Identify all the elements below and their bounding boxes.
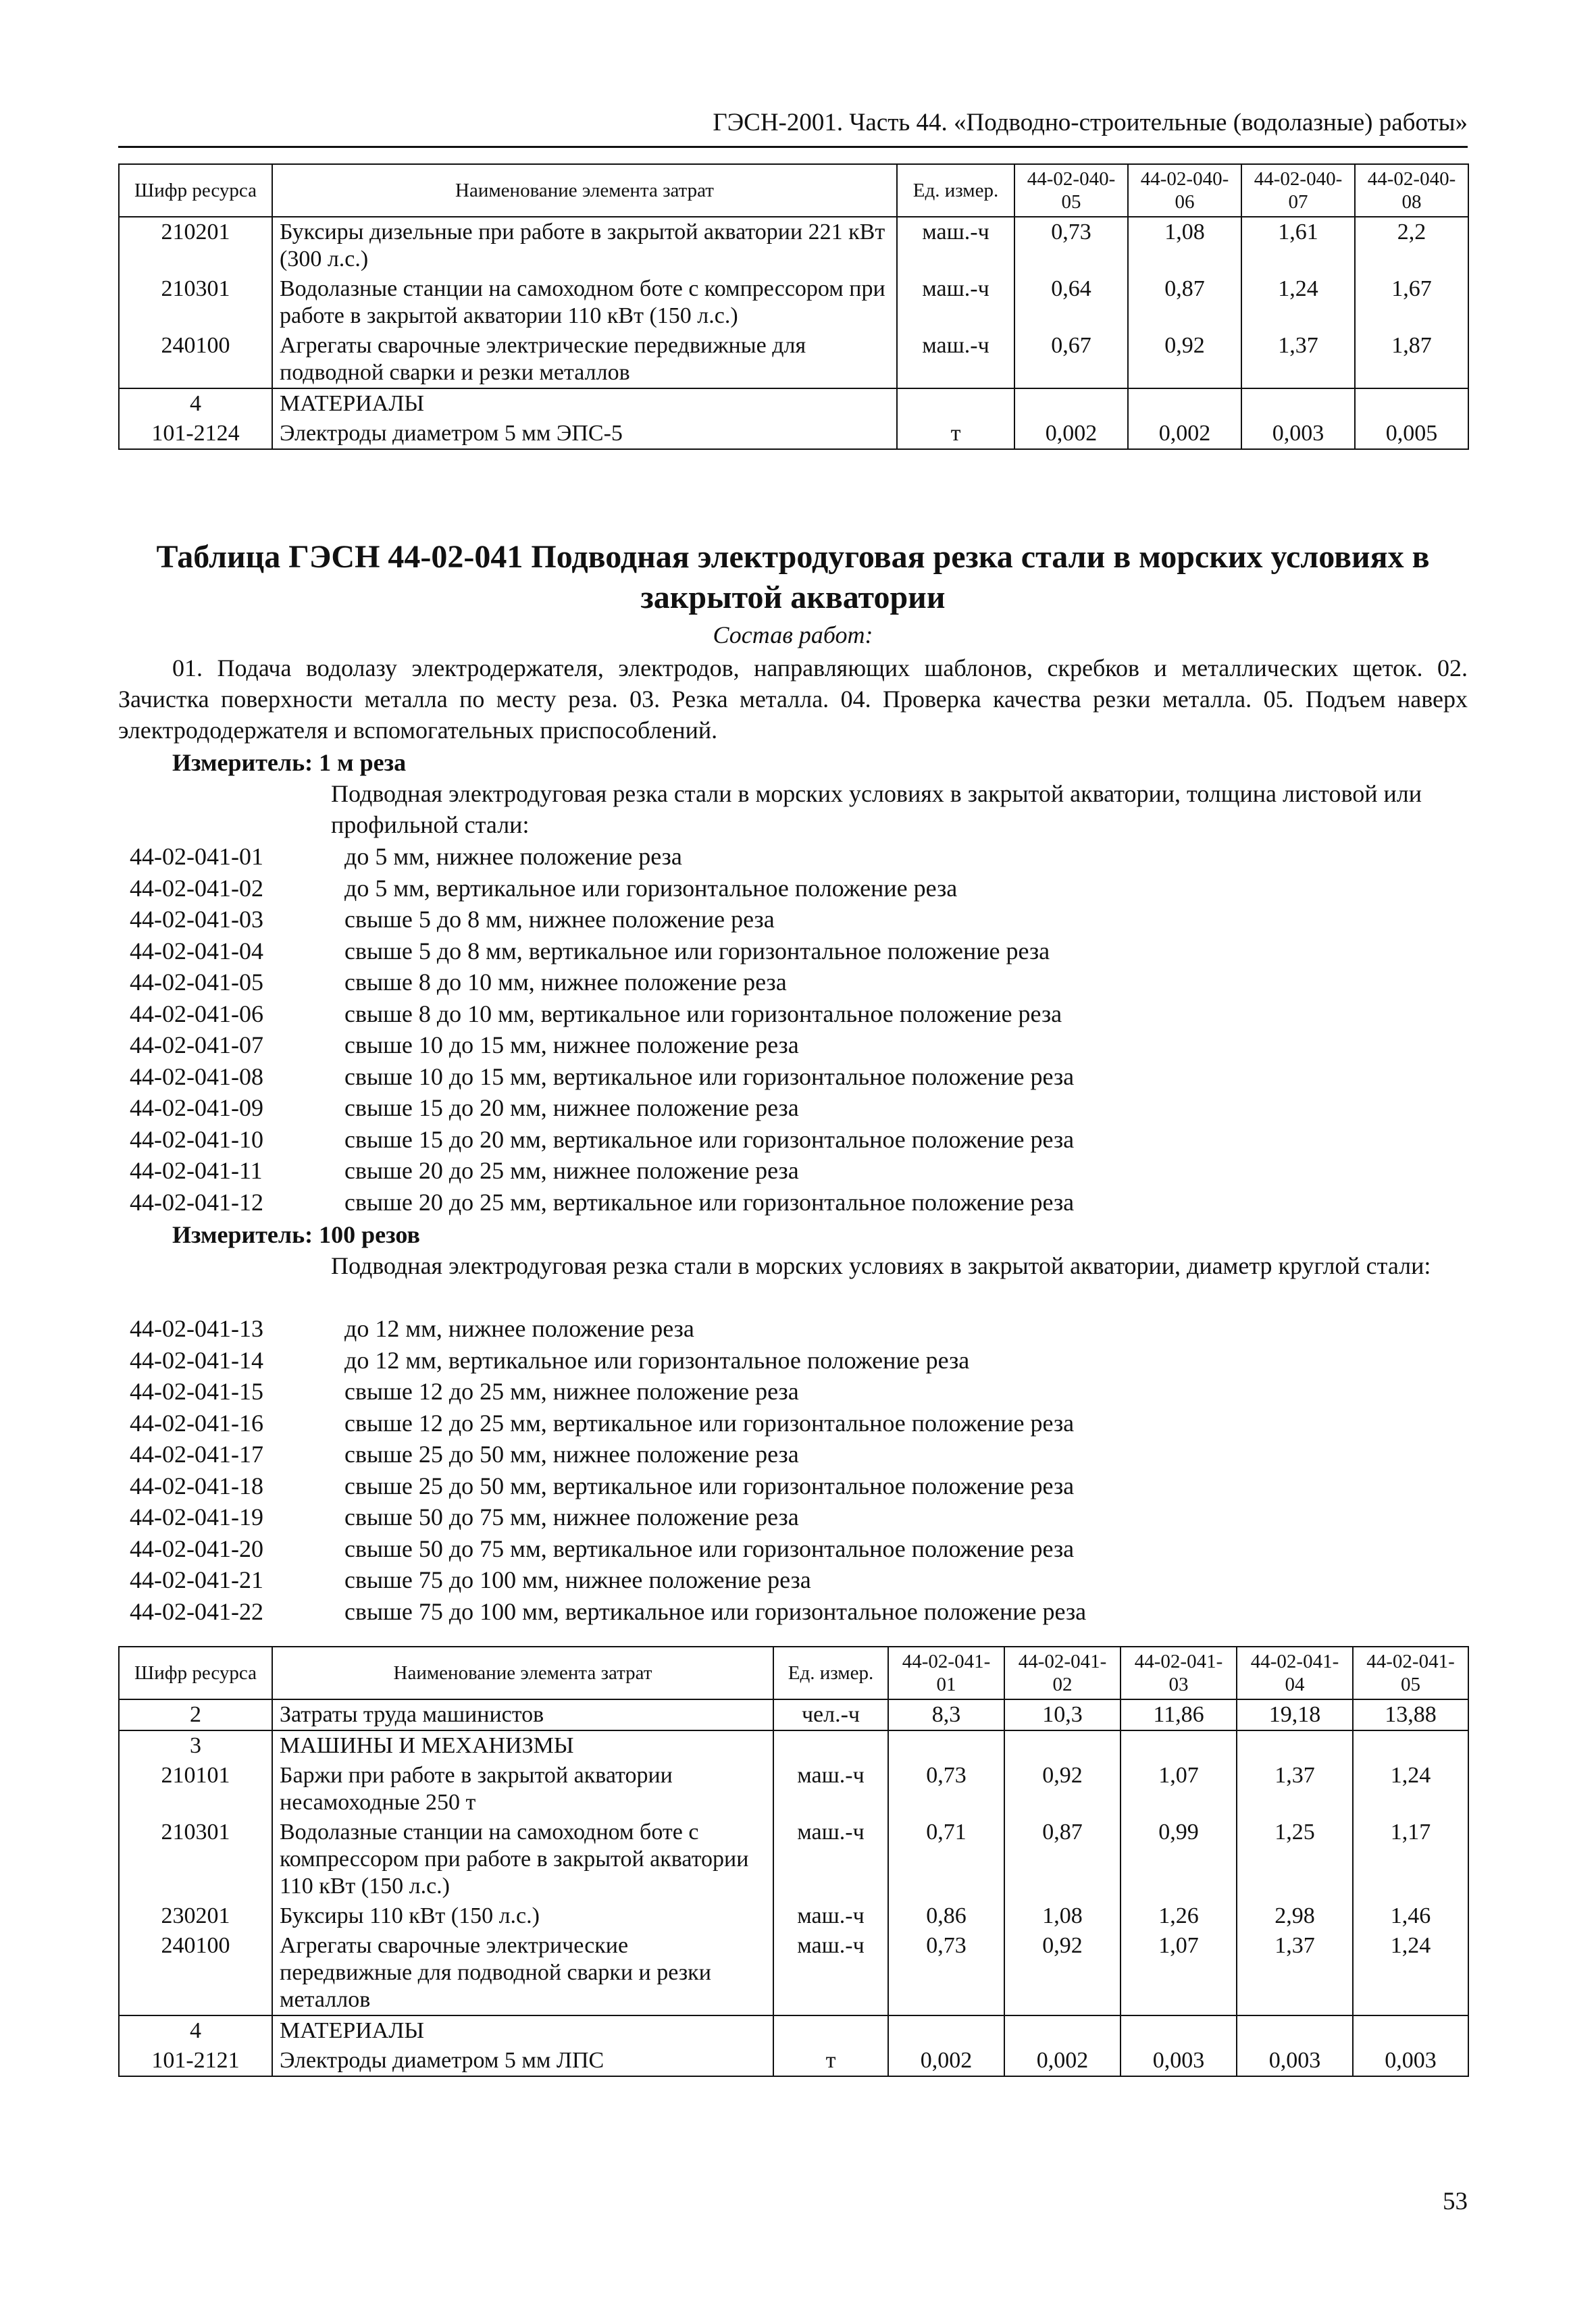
list-item [130,1313,1467,1345]
resource-code: 240100 [119,1931,272,2015]
list-item [130,935,1467,967]
value-cell: 0,73 [888,1761,1004,1818]
value-cell [1004,2015,1121,2046]
norm-description: свыше 12 до 25 мм, вертикальное или горизонтальное положение реза [344,1409,1075,1437]
cost-element-name: Буксиры дизельные при работе в закрытой акватории 221 кВт (300 л.с.) [272,217,897,274]
list-item [130,841,1467,873]
norm-code: 44-02-041-12 [130,1188,263,1216]
list-item [130,904,1467,935]
value-cell: 0,67 [1014,331,1128,388]
unit-cell: чел.-ч [773,1699,888,1730]
cost-element-name: Затраты труда машинистов [272,1699,773,1730]
value-cell: 0,002 [1004,2046,1121,2076]
unit-cell: маш.-ч [773,1931,888,2015]
page-number: 53 [1443,2188,1468,2215]
unit-cell: маш.-ч [773,1901,888,1931]
resource-code: 210101 [119,1761,272,1818]
value-cell [1241,388,1355,419]
column-header: 44-02-040-06 [1128,164,1241,217]
value-cell: 0,003 [1237,2046,1353,2076]
header-row [119,164,1468,217]
list-item [130,1439,1467,1470]
cost-element-name: Водолазные станции на самоходном боте с компрессором при работе в закрытой акватории 110 кВт (150 л.с.) [272,1818,773,1901]
work-composition-text: 01. Подача водолазу электродержателя, электродов, направляющих шаблонов, скребков и металлических щеток. 02. Зачистка поверхности металла по месту реза. 03. Резка металла. 04. Проверка качества резки металла. 05. Подъем наверх электрододержателя и вспомогательных приспособлений. [118,654,1468,744]
value-cell: 0,87 [1128,274,1241,331]
norm-code: 44-02-041-14 [130,1346,263,1374]
norm-list-1 [130,841,1467,1218]
header-rule [118,146,1468,148]
section-heading: МАТЕРИАЛЫ [272,2015,773,2046]
norm-description: свыше 75 до 100 мм, вертикальное или горизонтальное положение реза [344,1597,1087,1625]
value-cell: 0,71 [888,1818,1004,1901]
value-cell: 0,005 [1355,419,1468,449]
unit-cell: маш.-ч [897,331,1014,388]
value-cell: 19,18 [1237,1699,1353,1730]
resource-code: 240100 [119,331,272,388]
norm-code: 44-02-041-19 [130,1503,263,1531]
cost-element-name: Водолазные станции на самоходном боте с компрессором при работе в закрытой акватории 110 кВт (150 л.с.) [272,274,897,331]
norm-code: 44-02-041-05 [130,969,263,996]
list-item [130,1124,1467,1156]
table-44-02-040-continued [118,163,1469,450]
resource-code: 3 [119,1730,272,1761]
table-row [119,1931,1468,2015]
items-intro-1: Подводная электродуговая резка стали в морских условиях в закрытой акватории, толщина листовой или профильной стали: [331,780,1422,838]
cost-element-name: Электроды диаметром 5 мм ЭПС-5 [272,419,897,449]
value-cell [1121,1730,1237,1761]
unit-cell: т [897,419,1014,449]
value-cell: 1,61 [1241,217,1355,274]
section-title: Таблица ГЭСН 44-02-041 Подводная электродуговая резка стали в морских условиях в закрытой акватории [156,539,1430,615]
norm-description: свыше 5 до 8 мм, вертикальное или горизонтальное положение реза [344,937,1050,965]
norm-description: свыше 50 до 75 мм, вертикальное или горизонтальное положение реза [344,1535,1075,1562]
norm-code: 44-02-041-02 [130,874,263,902]
norm-description: свыше 50 до 75 мм, нижнее положение реза [344,1503,799,1531]
value-cell [1121,2015,1237,2046]
value-cell [1237,2015,1353,2046]
norm-description: свыше 15 до 20 мм, вертикальное или горизонтальное положение реза [344,1125,1075,1153]
value-cell: 13,88 [1353,1699,1468,1730]
value-cell [1353,2015,1468,2046]
norm-code: 44-02-041-04 [130,937,263,965]
unit-cell [773,2015,888,2046]
value-cell [1353,1730,1468,1761]
norm-code: 44-02-041-09 [130,1094,263,1121]
resource-code: 210301 [119,1818,272,1901]
value-cell: 1,08 [1128,217,1241,274]
value-cell: 1,17 [1353,1818,1468,1901]
list-item [130,1061,1467,1093]
norm-code: 44-02-041-11 [130,1157,263,1184]
norm-description: свыше 8 до 10 мм, вертикальное или горизонтальное положение реза [344,1000,1062,1027]
value-cell: 1,46 [1353,1901,1468,1931]
value-cell: 1,24 [1241,274,1355,331]
norm-code: 44-02-041-15 [130,1378,263,1405]
value-cell: 0,87 [1004,1818,1121,1901]
cost-element-name: Электроды диаметром 5 мм ЛПС [272,2046,773,2076]
value-cell: 0,86 [888,1901,1004,1931]
table-row [119,419,1468,449]
norm-description: свыше 5 до 8 мм, нижнее положение реза [344,906,775,933]
norm-code: 44-02-041-08 [130,1062,263,1090]
value-cell [1128,388,1241,419]
norm-code: 44-02-041-13 [130,1315,263,1342]
resource-code: 210201 [119,217,272,274]
list-item [130,1564,1467,1596]
norm-description: до 5 мм, вертикальное или горизонтальное положение реза [344,874,958,902]
value-cell: 1,37 [1241,331,1355,388]
value-cell: 1,87 [1355,331,1468,388]
section-heading: МАШИНЫ И МЕХАНИЗМЫ [272,1730,773,1761]
norm-code: 44-02-041-17 [130,1441,263,1468]
norm-code: 44-02-041-18 [130,1472,263,1499]
resource-code: 210301 [119,274,272,331]
column-header: Ед. измер. [897,164,1014,217]
list-item [130,1092,1467,1124]
value-cell: 1,08 [1004,1901,1121,1931]
value-cell: 1,26 [1121,1901,1237,1931]
value-cell: 1,25 [1237,1818,1353,1901]
value-cell: 0,003 [1241,419,1355,449]
value-cell: 0,99 [1121,1818,1237,1901]
running-header: ГЭСН-2001. Часть 44. «Подводно-строительные (водолазные) работы» [713,109,1468,136]
value-cell: 10,3 [1004,1699,1121,1730]
items-intro-2: Подводная электродуговая резка стали в морских условиях в закрытой акватории, диаметр круглой стали: [331,1252,1431,1279]
value-cell: 0,73 [1014,217,1128,274]
norm-description: свыше 25 до 50 мм, вертикальное или горизонтальное положение реза [344,1472,1075,1499]
section-heading: МАТЕРИАЛЫ [272,388,897,419]
column-header: 44-02-041-03 [1121,1647,1237,1699]
list-item [130,1470,1467,1502]
resource-code: 230201 [119,1901,272,1931]
value-cell [1004,1730,1121,1761]
column-header: 44-02-040-07 [1241,164,1355,217]
value-cell: 1,07 [1121,1761,1237,1818]
list-item [130,1029,1467,1061]
unit-cell: маш.-ч [773,1818,888,1901]
norm-description: свыше 75 до 100 мм, нижнее положение реза [344,1566,811,1593]
list-item [130,967,1467,998]
unit-cell [897,388,1014,419]
column-header: 44-02-041-05 [1353,1647,1468,1699]
cost-element-name: Буксиры 110 кВт (150 л.с.) [272,1901,773,1931]
value-cell: 0,003 [1121,2046,1237,2076]
norm-description: свыше 20 до 25 мм, вертикальное или горизонтальное положение реза [344,1188,1075,1216]
norm-description: свыше 10 до 15 мм, нижнее положение реза [344,1031,799,1058]
list-item [130,1376,1467,1408]
value-cell: 2,2 [1355,217,1468,274]
norm-code: 44-02-041-21 [130,1566,263,1593]
norm-code: 44-02-041-22 [130,1597,263,1625]
norm-description: свыше 20 до 25 мм, нижнее положение реза [344,1157,799,1184]
norm-description: до 12 мм, нижнее положение реза [344,1315,694,1342]
meter-1: Измеритель: 1 м реза [172,749,407,776]
column-header: 44-02-040-05 [1014,164,1128,217]
value-cell: 11,86 [1121,1699,1237,1730]
table-row [119,388,1468,419]
unit-cell: т [773,2046,888,2076]
norm-description: свыше 12 до 25 мм, нижнее положение реза [344,1378,799,1405]
norm-list-2 [130,1313,1467,1627]
column-header: 44-02-041-01 [888,1647,1004,1699]
norm-code: 44-02-041-06 [130,1000,263,1027]
column-header: Ед. измер. [773,1647,888,1699]
value-cell: 1,37 [1237,1761,1353,1818]
resource-code: 101-2124 [119,419,272,449]
value-cell: 0,92 [1004,1931,1121,2015]
value-cell: 1,67 [1355,274,1468,331]
value-cell: 1,24 [1353,1931,1468,2015]
list-item [130,1596,1467,1628]
value-cell [888,2015,1004,2046]
meter-2: Измеритель: 100 резов [172,1221,420,1248]
cost-element-name: Агрегаты сварочные электрические передвижные для подводной сварки и резки металлов [272,1931,773,2015]
table-row [119,217,1468,274]
value-cell [1237,1730,1353,1761]
norm-description: до 12 мм, вертикальное или горизонтальное положение реза [344,1346,970,1374]
table-row [119,1761,1468,1818]
table-row [119,331,1468,388]
column-header: 44-02-041-04 [1237,1647,1353,1699]
value-cell: 0,92 [1004,1761,1121,1818]
norm-code: 44-02-041-03 [130,906,263,933]
value-cell: 0,003 [1353,2046,1468,2076]
norm-code: 44-02-041-01 [130,843,263,870]
resource-code: 101-2121 [119,2046,272,2076]
value-cell: 1,37 [1237,1931,1353,2015]
norm-code: 44-02-041-10 [130,1125,263,1153]
table-row [119,1818,1468,1901]
value-cell [1014,388,1128,419]
list-item [130,1155,1467,1187]
value-cell [888,1730,1004,1761]
header-row [119,1647,1468,1699]
value-cell [1355,388,1468,419]
resource-code: 4 [119,388,272,419]
value-cell: 0,002 [1128,419,1241,449]
unit-cell: маш.-ч [897,217,1014,274]
unit-cell: маш.-ч [897,274,1014,331]
table-row [119,1901,1468,1931]
norm-description: до 5 мм, нижнее положение реза [344,843,682,870]
column-header: Шифр ресурса [119,164,272,217]
table-row [119,1730,1468,1761]
column-header: Шифр ресурса [119,1647,272,1699]
norm-description: свыше 15 до 20 мм, нижнее положение реза [344,1094,799,1121]
table-44-02-041 [118,1646,1469,2077]
value-cell: 0,73 [888,1931,1004,2015]
list-item [130,1345,1467,1377]
column-header: Наименование элемента затрат [272,164,897,217]
norm-description: свыше 25 до 50 мм, нижнее положение реза [344,1441,799,1468]
unit-cell [773,1730,888,1761]
norm-description: свыше 8 до 10 мм, нижнее положение реза [344,969,787,996]
resource-code: 2 [119,1699,272,1730]
list-item [130,873,1467,904]
value-cell: 0,002 [888,2046,1004,2076]
list-item [130,1501,1467,1533]
list-item [130,1408,1467,1439]
norm-code: 44-02-041-07 [130,1031,263,1058]
value-cell: 0,002 [1014,419,1128,449]
value-cell: 1,07 [1121,1931,1237,2015]
list-item [130,1533,1467,1565]
cost-element-name: Баржи при работе в закрытой акватории несамоходные 250 т [272,1761,773,1818]
column-header: 44-02-040-08 [1355,164,1468,217]
norm-code: 44-02-041-20 [130,1535,263,1562]
table-row [119,2046,1468,2076]
list-item [130,998,1467,1030]
table-row [119,2015,1468,2046]
value-cell: 1,24 [1353,1761,1468,1818]
table-row [119,274,1468,331]
resource-code: 4 [119,2015,272,2046]
value-cell: 2,98 [1237,1901,1353,1931]
column-header: Наименование элемента затрат [272,1647,773,1699]
norm-code: 44-02-041-16 [130,1409,263,1437]
column-header: 44-02-041-02 [1004,1647,1121,1699]
unit-cell: маш.-ч [773,1761,888,1818]
list-item [130,1187,1467,1218]
value-cell: 0,92 [1128,331,1241,388]
norm-description: свыше 10 до 15 мм, вертикальное или горизонтальное положение реза [344,1062,1075,1090]
cost-element-name: Агрегаты сварочные электрические передвижные для подводной сварки и резки металлов [272,331,897,388]
value-cell: 0,64 [1014,274,1128,331]
table-row [119,1699,1468,1730]
work-composition-heading: Состав работ: [713,621,873,648]
value-cell: 8,3 [888,1699,1004,1730]
